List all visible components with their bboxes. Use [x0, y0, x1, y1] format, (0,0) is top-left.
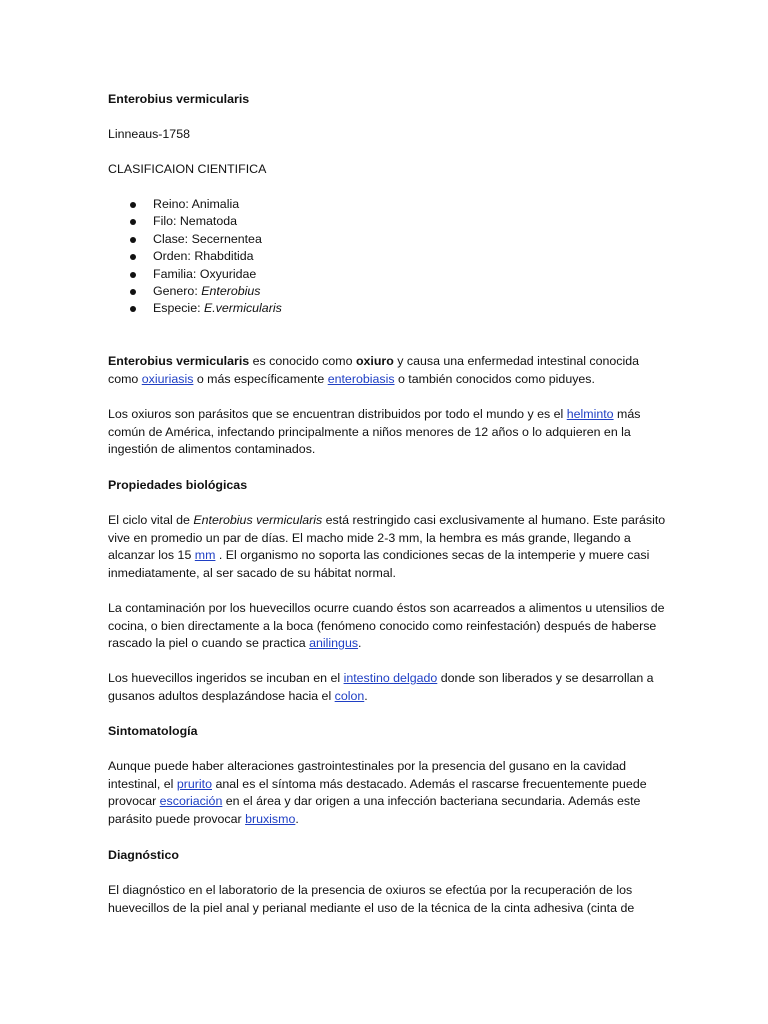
taxonomy-item-orden: Orden: Rhabditida [108, 248, 668, 265]
link-enterobiasis[interactable]: enterobiasis [327, 371, 395, 386]
bullet-icon [130, 202, 136, 208]
symptoms-paragraph: Aunque puede haber alteraciones gastrointestinales por la presencia del gusano en la cavidad intestinal, el prurito anal es el síntoma más destacado. Además el rascarse frecuentemente puede provocar escoriación en el área y dar origen a una infección bacteriana secundaria. Además este parásito puede provocar bruxismo. [108, 759, 647, 826]
classification-heading: CLASIFICAION CIENTIFICA [108, 162, 267, 176]
bullet-icon [130, 254, 136, 260]
taxonomy-item-genero: Genero: Enterobius [108, 283, 668, 300]
incubation-paragraph: Los huevecillos ingeridos se incuban en el intestino delgado donde son liberados y se desarrollan a gusanos adultos desplazándose hacia el colon. [108, 671, 654, 703]
contamination-paragraph: La contaminación por los huevecillos ocurre cuando éstos son acarreados a alimentos u utensilios de cocina, o bien directamente a la boca (fenómeno conocido como reinfestación) después de haberse rascado la piel o cuando se practica anilingus. [108, 601, 665, 651]
bullet-icon [130, 306, 136, 312]
author-line: Linneaus-1758 [108, 127, 190, 141]
bullet-icon [130, 237, 136, 243]
taxonomy-item-familia: Familia: Oxyuridae [108, 266, 668, 283]
heading-biological-properties: Propiedades biológicas [108, 478, 248, 492]
bullet-icon [130, 219, 136, 225]
taxonomy-list [108, 196, 668, 318]
distribution-paragraph: Los oxiuros son parásitos que se encuentran distribuidos por todo el mundo y es el helminto más común de América, infectando principalmente a niños menores de 12 años o lo adquieren en la ingestión de alimentos contaminados. [108, 407, 641, 457]
diagnosis-paragraph: El diagnóstico en el laboratorio de la presencia de oxiuros se efectúa por la recuperación de los huevecillos de la piel anal y perianal mediante el uso de la técnica de la cinta adhesiva (cinta de [108, 883, 635, 915]
heading-diagnosis: Diagnóstico [108, 848, 179, 862]
link-mm[interactable]: mm [194, 548, 216, 563]
link-helminto[interactable]: helminto [566, 407, 614, 421]
heading-symptomatology: Sintomatología [108, 724, 198, 738]
life-cycle-paragraph: El ciclo vital de Enterobius vermicularis está restringido casi exclusivamente al humano. Este parásito vive en promedio un par de días. El macho mide 2-3 mm, la hembra es más grande, llegando a alcanzar los 15 mm . El organismo no soporta las condiciones secas de la intemperie y muere casi inmediatamente, al ser sacado de su hábitat normal. [108, 513, 666, 580]
link-bruxismo[interactable]: bruxismo [245, 811, 296, 826]
taxonomy-item-especie: Especie: E.vermicularis [108, 300, 668, 317]
bullet-icon [130, 272, 136, 278]
link-intestino-delgado[interactable]: intestino delgado [343, 671, 438, 685]
bullet-icon [130, 289, 136, 295]
intro-paragraph: Enterobius vermicularis es conocido como oxiuro y causa una enfermedad intestinal conocida como oxiuriasis o más específicamente enterobiasis o también conocidos como piduyes. [108, 354, 640, 386]
taxonomy-item-reino: Reino: Animalia [108, 196, 668, 213]
link-escoriacion[interactable]: escoriación [159, 794, 223, 809]
taxonomy-item-filo: Filo: Nematoda [108, 213, 668, 230]
link-anilingus[interactable]: anilingus [309, 636, 359, 651]
link-oxiuriasis[interactable]: oxiuriasis [141, 371, 194, 386]
taxonomy-item-clase: Clase: Secernentea [108, 231, 668, 248]
link-colon[interactable]: colon [334, 688, 365, 703]
link-prurito[interactable]: prurito [176, 776, 212, 791]
document-title: Enterobius vermicularis [108, 92, 250, 106]
